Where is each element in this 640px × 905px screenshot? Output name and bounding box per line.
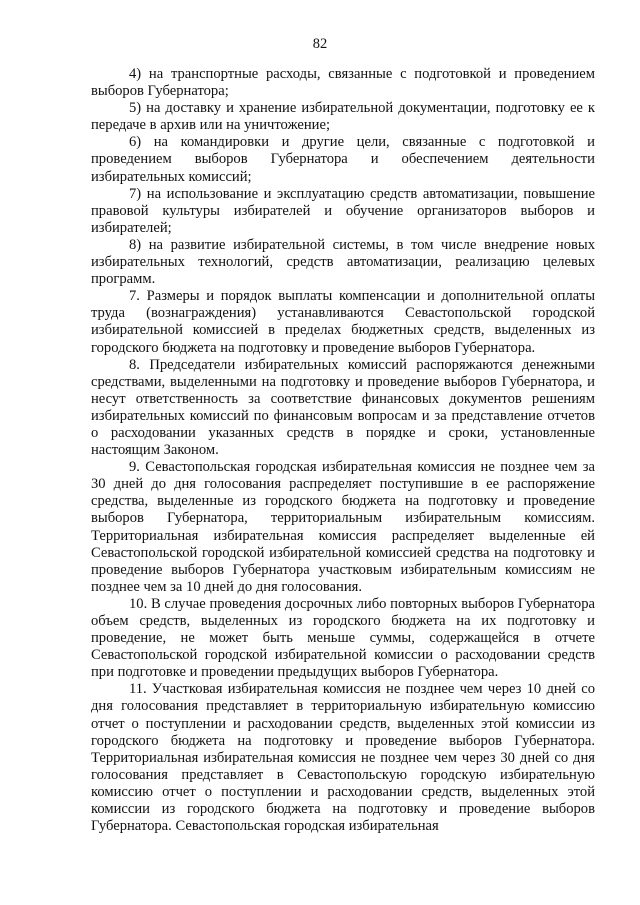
paragraph-item-5: 5) на доставку и хранение избирательной документации, подготовку ее к передаче в архив или на уничтожение; — [91, 100, 595, 134]
paragraph-section-10: 10. В случае проведения досрочных либо повторных выборов Губернатора объем средств, выделенных из городского бюджета на их подготовку и проведение, не может быть меньше суммы, содержащейся в отчете Севастопольской городской избирательной комиссии о расходовании средств при подготовке и проведении предыдущих выборов Губернатора. — [91, 595, 595, 681]
page-number: 82 — [312, 36, 328, 52]
document-body — [91, 66, 595, 835]
paragraph-item-8: 8) на развитие избирательной системы, в том числе внедрение новых избирательных технологий, средств автоматизации, реализацию целевых программ. — [91, 236, 595, 288]
paragraph-item-4: 4) на транспортные расходы, связанные с подготовкой и проведением выборов Губернатора; — [91, 66, 595, 100]
paragraph-item-7: 7) на использование и эксплуатацию средств автоматизации, повышение правовой культуры избирателей и обучение организаторов выборов и избирателей; — [91, 185, 595, 236]
paragraph-section-11: 11. Участковая избирательная комиссия не позднее чем через 10 дней со дня голосования представляет в территориальную избирательную комиссию отчет о поступлении и расходовании средств, выделенных этой комиссии из городского бюджета на подготовку и проведение выборов Губернатора. Территориальная избирательная комиссия не позднее чем через 30 дней со дня голосования представляет в Севастопольскую городскую избирательную комиссию отчет о поступлении и расходовании средств, выделенных этой комиссии из городского бюджета на подготовку и проведение выборов Губернатора. Севастопольская городская избирательная — [91, 681, 595, 835]
paragraph-section-8: 8. Председатели избирательных комиссий распоряжаются денежными средствами, выделенными на подготовку и проведение выборов Губернатора, и несут ответственность за соответствие финансовых документов решениям избирательных комиссий по финансовым вопросам и за представление отчетов о расходовании указанных средств в порядке и сроки, установленные настоящим Законом. — [91, 356, 595, 459]
paragraph-item-6: 6) на командировки и другие цели, связанные с подготовкой и проведением выборов Губернатора и обеспечением деятельности избирательных комиссий; — [91, 134, 595, 185]
paragraph-section-9: 9. Севастопольская городская избирательная комиссия не позднее чем за 30 дней до дня голосования распределяет поступившие в ее распоряжение средства, выделенные из городского бюджета на подготовку и проведение выборов Губернатора, территориальным избирательным комиссиям. Территориальная избирательная комиссия распределяет выделенные ей Севастопольской городской избирательной комиссией средства на подготовку и проведение выборов Губернатора участковым избирательным комиссиям не позднее чем за 10 дней до дня голосования. — [91, 459, 595, 595]
paragraph-section-7: 7. Размеры и порядок выплаты компенсации и дополнительной оплаты труда (вознаграждения) устанавливаются Севастопольской городской избирательной комиссией в пределах бюджетных средств, выделенных из городского бюджета на подготовку и проведение выборов Губернатора. — [91, 288, 595, 356]
